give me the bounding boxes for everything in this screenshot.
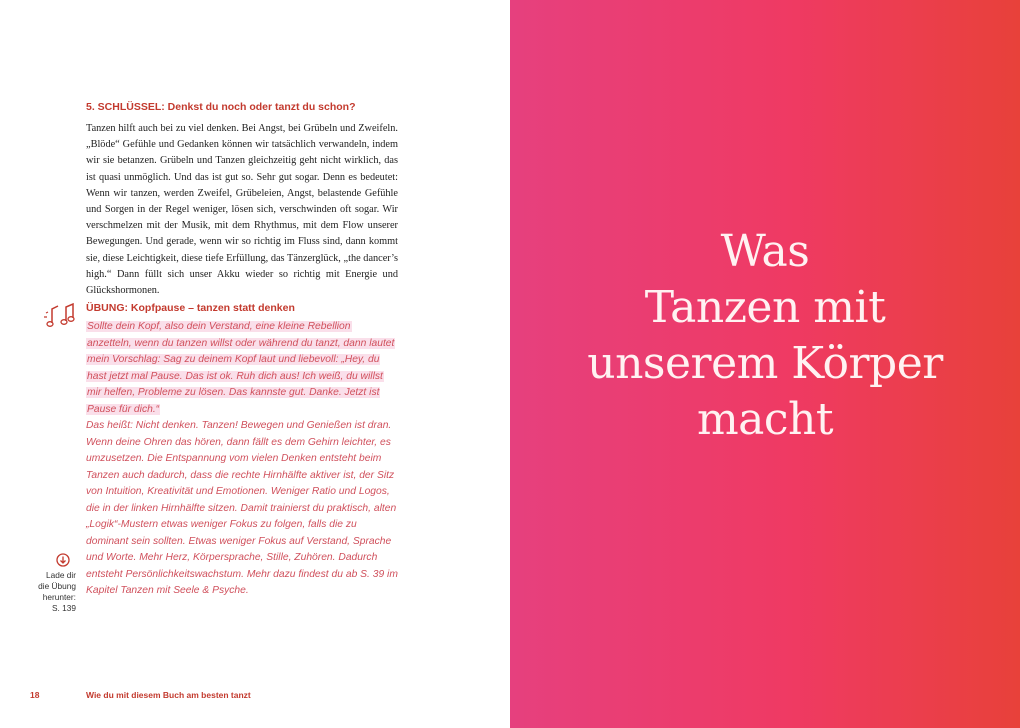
section-heading: 5. SCHLÜSSEL: Denkst du noch oder tanzt du schon? [86,101,356,113]
download-note-line: herunter: [42,592,76,602]
chapter-title-line: Was [720,226,810,277]
highlighted-quote: Sollte dein Kopf, also dein Verstand, eine kleine Rebellion anzetteln, wenn du tanzen willst oder während du tanzt, dann lautet mein Vorschlag: Sag zu deinem Kopf laut und liebevoll: „Hey, du hast jetzt mal Pause. Das ist ok. Ruh dich aus! Ich weiß, du willst mir helfen, Probleme zu lösen. Das kannste gut. Danke. Jetzt ist Pause für dich.“ [87,321,395,415]
exercise-title: ÜBUNG: Kopfpause – tanzen statt denken [86,302,295,314]
chapter-title [510,224,1020,448]
chapter-title-line: unserem Körper [587,338,943,389]
download-note-line: Lade dir [46,570,76,580]
download-note-line: die Übung [38,581,76,591]
chapter-title-line: Tanzen mit [644,282,886,333]
music-notes-icon [42,299,76,335]
body-paragraph: Tanzen hilft auch bei zu viel denken. Bei Angst, bei Grübeln und Zweifeln. „Blöde“ Gefühle und Gedanken können wir tatsächlich verwandeln, indem wir sie betanzen. Grübeln und Tanzen gleichzeitig geht nicht wirklich, das ist quasi unmöglich. Und das ist gut so. Sehr gut sogar. Denn es bedeutet: Wenn wir tanzen, werden Zweifel, Grübeleien, Angst, belastende Gefühle und Sorgen in der Regel weniger, lösen sich, verschwinden oft sogar. Wir verschmelzen mit der Musik, mit dem Rhythmus, mit dem Flow unserer Bewegungen. Und gerade, wenn wir so richtig im Fluss sind, dann kommt sie, diese Leichtigkeit, diese tiefe Erfüllung, das Tänzerglück, „the dancer’s high.“ Dann füllt sich unser Akku wieder so richtig mit Energie und Glückshormonen. [86,123,398,297]
running-footer: Wie du mit diesem Buch am besten tanzt [86,690,251,700]
download-arrow-circle-icon[interactable] [56,553,70,567]
download-note [28,570,76,614]
exercise-quote [86,319,398,418]
download-note-line: S. 139 [52,603,76,613]
body-text [86,121,398,299]
page-number: 18 [30,690,40,700]
chapter-title-line: macht [696,394,834,445]
exercise-body: Das heißt: Nicht denken. Tanzen! Bewegen und Genießen ist dran. Wenn deine Ohren das hören, dann fällt es dem Gehirn leichter, es umzusetzen. Die Entspannung vom vielen Denken entsteht beim Tanzen auch dadurch, dass die rechte Hirnhälfte aktiver ist, der Sitz von Intuition, Kreativität und Emotionen. Weniger Ratio und Logos, die in der linken Hirnhälfte sitzen. Damit trainierst du praktisch, alten „Logik“-Mustern etwas weniger Fokus zu folgen, falls die zu dominant sein sollten. Etwas weniger Fokus auf Verstand, Sprache und Worte. Mehr Herz, Körpersprache, Stille, Zuhören. Dadurch entsteht Persönlichkeitswachstum. Mehr dazu findest du ab S. 39 im Kapitel Tanzen mit Seele & Psyche. [86,420,398,596]
